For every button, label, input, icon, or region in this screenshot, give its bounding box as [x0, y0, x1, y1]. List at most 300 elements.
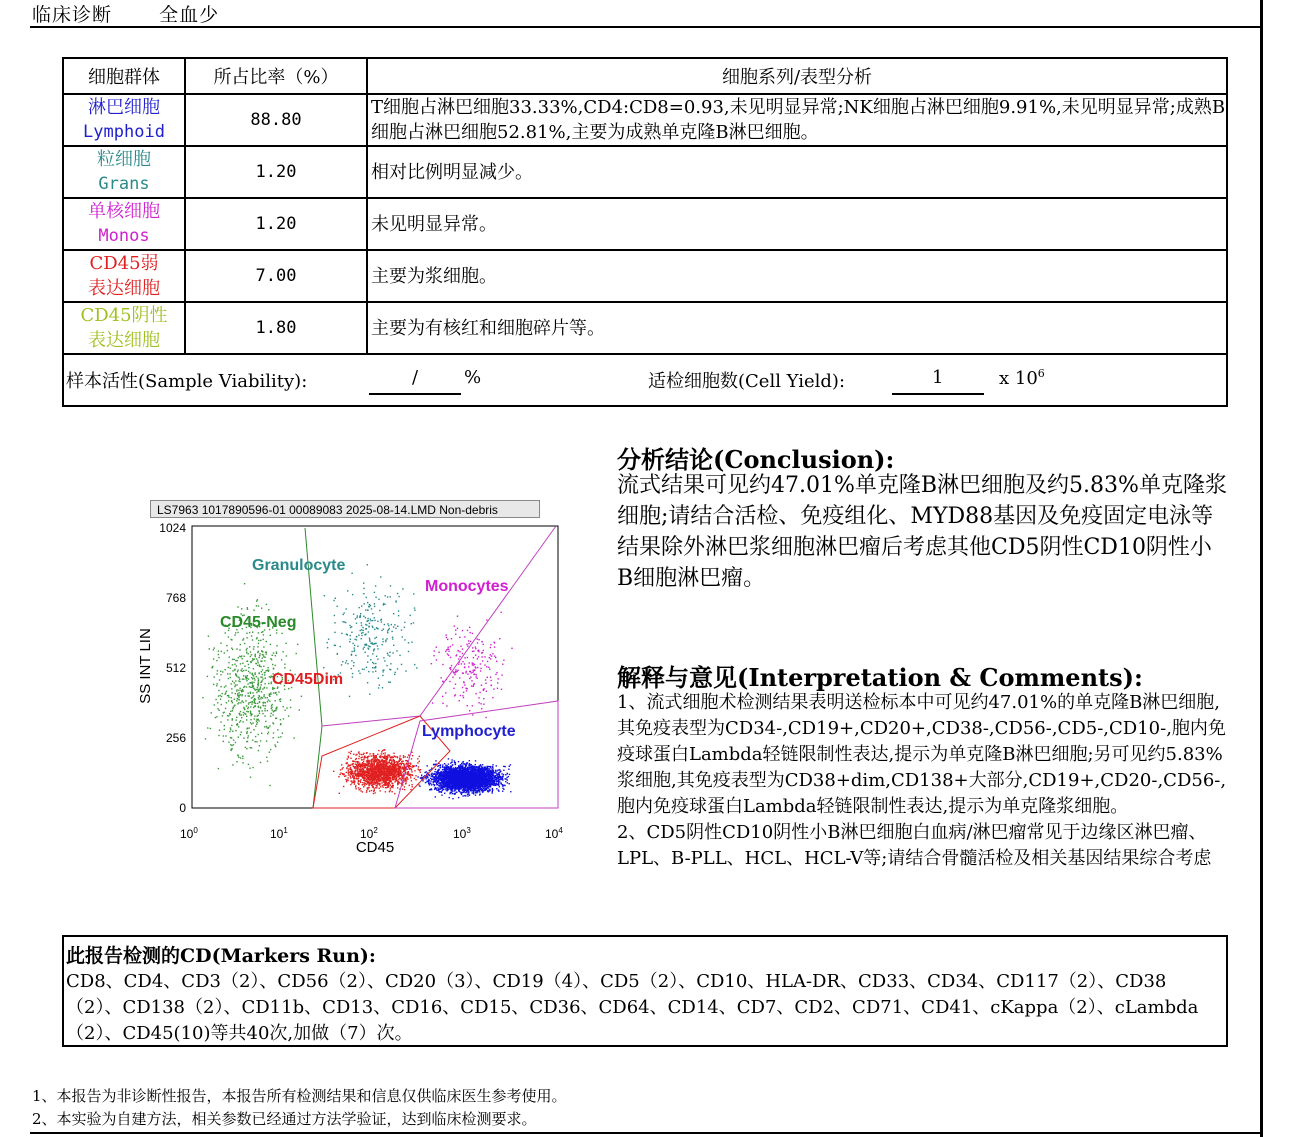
event-dot — [383, 757, 384, 758]
event-dot — [350, 758, 351, 759]
event-dot — [221, 704, 222, 705]
event-dot — [258, 643, 259, 644]
event-dot — [413, 622, 414, 623]
event-dot — [246, 716, 247, 717]
event-dot — [382, 750, 383, 751]
event-dot — [275, 700, 276, 701]
event-dot — [248, 702, 249, 703]
event-dot — [442, 681, 443, 682]
event-dot — [347, 758, 348, 759]
event-dot — [394, 768, 395, 769]
event-dot — [225, 685, 226, 686]
event-dot — [392, 652, 393, 653]
event-dot — [473, 686, 474, 687]
event-dot — [470, 641, 471, 642]
event-dot — [361, 759, 362, 760]
event-dot — [362, 756, 363, 757]
event-dot — [469, 662, 470, 663]
viability-underline — [369, 393, 461, 395]
event-dot — [388, 629, 389, 630]
event-dot — [240, 694, 241, 695]
event-dot — [276, 645, 277, 646]
event-dot — [375, 643, 376, 644]
event-dot — [367, 648, 368, 649]
event-dot — [254, 678, 255, 679]
event-dot — [351, 573, 352, 574]
event-dot — [496, 661, 497, 662]
event-dot — [490, 677, 491, 678]
event-dot — [395, 672, 396, 673]
event-dot — [354, 649, 355, 650]
event-dot — [368, 756, 369, 757]
event-dot — [390, 770, 391, 771]
event-dot — [458, 797, 459, 798]
event-dot — [241, 732, 242, 733]
event-dot — [293, 737, 294, 738]
col-header-analysis: 细胞系列/表型分析 — [367, 58, 1227, 94]
event-dot — [231, 692, 232, 693]
event-dot — [259, 657, 260, 658]
event-dot — [363, 763, 364, 764]
event-dot — [412, 786, 413, 787]
event-dot — [438, 788, 439, 789]
event-dot — [381, 630, 382, 631]
event-dot — [373, 793, 374, 794]
event-dot — [400, 763, 401, 764]
event-dot — [369, 638, 370, 639]
event-dot — [383, 765, 384, 766]
event-dot — [260, 640, 261, 641]
event-dot — [247, 708, 248, 709]
event-dot — [239, 649, 240, 650]
event-dot — [367, 661, 368, 662]
event-dot — [409, 766, 410, 767]
event-dot — [410, 789, 411, 790]
event-dot — [256, 676, 257, 677]
event-dot — [232, 670, 233, 671]
event-dot — [394, 793, 395, 794]
event-dot — [255, 654, 256, 655]
event-dot — [379, 761, 380, 762]
event-dot — [394, 763, 395, 764]
event-dot — [377, 648, 378, 649]
event-dot — [371, 772, 372, 773]
event-dot — [268, 727, 269, 728]
event-dot — [210, 728, 211, 729]
event-dot — [388, 783, 389, 784]
event-dot — [372, 667, 373, 668]
event-dot — [384, 783, 385, 784]
event-dot — [375, 774, 376, 775]
event-dot — [379, 780, 380, 781]
event-dot — [472, 705, 473, 706]
event-dot — [362, 777, 363, 778]
event-dot — [496, 672, 497, 673]
event-dot — [235, 660, 236, 661]
event-dot — [260, 676, 261, 677]
cell-yield-label: 适检细胞数(Cell Yield): — [648, 371, 846, 392]
event-dot — [218, 768, 219, 769]
event-dot — [348, 757, 349, 758]
event-dot — [401, 764, 402, 765]
event-dot — [379, 765, 380, 766]
population-desc: 主要为有核红和细胞碎片等。 — [367, 302, 1227, 354]
event-dot — [261, 684, 262, 685]
event-dot — [273, 652, 274, 653]
event-dot — [360, 613, 361, 614]
event-dot — [392, 773, 393, 774]
event-dot — [351, 632, 352, 633]
event-dot — [235, 730, 236, 731]
event-dot — [246, 748, 247, 749]
event-dot — [242, 762, 243, 763]
event-dot — [255, 736, 256, 737]
event-dot — [377, 645, 378, 646]
diagnosis-value: 全血少 — [159, 4, 220, 26]
event-dot — [367, 756, 368, 757]
event-dot — [400, 772, 401, 773]
event-dot — [260, 687, 261, 688]
event-dot — [240, 670, 241, 671]
event-dot — [471, 685, 472, 686]
event-dot — [371, 781, 372, 782]
event-dot — [378, 759, 379, 760]
event-dot — [410, 775, 411, 776]
event-dot — [220, 671, 221, 672]
event-dot — [398, 615, 399, 616]
event-dot — [246, 648, 247, 649]
population-name — [63, 250, 185, 302]
event-dot — [259, 655, 260, 656]
event-dot — [243, 712, 244, 713]
event-dot — [436, 790, 437, 791]
event-dot — [367, 782, 368, 783]
event-dot — [355, 773, 356, 774]
event-dot — [233, 739, 234, 740]
event-dot — [385, 752, 386, 753]
event-dot — [239, 679, 240, 680]
plot-header: LS7963 1017890596-01 00089083 2025-08-14.LMD Non-debris — [150, 500, 540, 518]
event-dot — [365, 628, 366, 629]
event-dot — [365, 775, 366, 776]
event-dot — [240, 734, 241, 735]
event-dot — [266, 740, 267, 741]
event-dot — [214, 676, 215, 677]
event-dot — [376, 785, 377, 786]
population-pct: 7.00 — [185, 250, 367, 302]
event-dot — [472, 647, 473, 648]
event-dot — [398, 776, 399, 777]
event-dot — [449, 681, 450, 682]
event-dot — [230, 668, 231, 669]
event-dot — [473, 664, 474, 665]
event-dot — [454, 674, 455, 675]
event-dot — [253, 695, 254, 696]
event-dot — [393, 626, 394, 627]
event-dot — [442, 767, 443, 768]
event-dot — [393, 645, 394, 646]
event-dot — [250, 656, 251, 657]
event-dot — [356, 623, 357, 624]
event-dot — [396, 778, 397, 779]
event-dot — [355, 766, 356, 767]
event-dot — [250, 777, 251, 778]
event-dot — [452, 798, 453, 799]
event-dot — [280, 736, 281, 737]
event-dot — [394, 766, 395, 767]
event-dot — [389, 652, 390, 653]
event-dot — [258, 720, 259, 721]
event-dot — [284, 664, 285, 665]
event-dot — [356, 764, 357, 765]
event-dot — [438, 780, 439, 781]
event-dot — [333, 771, 334, 772]
event-dot — [275, 692, 276, 693]
event-dot — [414, 607, 415, 608]
event-dot — [267, 733, 268, 734]
event-dot — [363, 616, 364, 617]
event-dot — [366, 667, 367, 668]
event-dot — [485, 717, 486, 718]
event-dot — [261, 681, 262, 682]
event-dot — [472, 662, 473, 663]
event-dot — [405, 783, 406, 784]
event-dot — [431, 789, 432, 790]
event-dot — [428, 783, 429, 784]
event-dot — [412, 775, 413, 776]
flow-cytometry-plot — [120, 516, 580, 861]
event-dot — [357, 761, 358, 762]
event-dot — [440, 788, 441, 789]
event-dot — [367, 780, 368, 781]
event-dot — [375, 783, 376, 784]
event-dot — [449, 793, 450, 794]
event-dot — [382, 675, 383, 676]
event-dot — [230, 714, 231, 715]
event-dot — [237, 671, 238, 672]
event-dot — [350, 768, 351, 769]
event-dot — [253, 729, 254, 730]
event-dot — [431, 775, 432, 776]
event-dot — [459, 700, 460, 701]
event-dot — [230, 677, 231, 678]
event-dot — [242, 639, 243, 640]
event-dot — [337, 654, 338, 655]
event-dot — [357, 771, 358, 772]
event-dot — [350, 773, 351, 774]
event-dot — [366, 790, 367, 791]
event-dot — [379, 788, 380, 789]
event-dot — [358, 670, 359, 671]
event-dot — [370, 619, 371, 620]
event-dot — [242, 758, 243, 759]
event-dot — [243, 638, 244, 639]
event-dot — [463, 763, 464, 764]
event-dot — [243, 702, 244, 703]
event-dot — [451, 665, 452, 666]
event-dot — [264, 660, 265, 661]
event-dot — [473, 793, 474, 794]
event-dot — [387, 654, 388, 655]
event-dot — [460, 695, 461, 696]
event-dot — [372, 771, 373, 772]
event-dot — [368, 620, 369, 621]
event-dot — [245, 677, 246, 678]
event-dot — [490, 658, 491, 659]
event-dot — [380, 761, 381, 762]
event-dot — [363, 759, 364, 760]
event-dot — [382, 670, 383, 671]
event-dot — [383, 657, 384, 658]
event-dot — [389, 628, 390, 629]
event-dot — [269, 701, 270, 702]
event-dot — [252, 658, 253, 659]
event-dot — [387, 772, 388, 773]
event-dot — [372, 782, 373, 783]
event-dot — [360, 764, 361, 765]
event-dot — [390, 785, 391, 786]
event-dot — [273, 668, 274, 669]
event-dot — [361, 775, 362, 776]
event-dot — [477, 667, 478, 668]
event-dot — [487, 661, 488, 662]
population-name — [63, 94, 185, 146]
event-dot — [467, 630, 468, 631]
event-dot — [264, 726, 265, 727]
event-dot — [247, 683, 248, 684]
event-dot — [257, 599, 258, 600]
event-dot — [405, 670, 406, 671]
event-dot — [256, 689, 257, 690]
event-dot — [254, 715, 255, 716]
event-dot — [469, 678, 470, 679]
event-dot — [242, 658, 243, 659]
event-dot — [354, 781, 355, 782]
event-dot — [415, 775, 416, 776]
event-dot — [380, 775, 381, 776]
event-dot — [391, 763, 392, 764]
event-dot — [367, 618, 368, 619]
event-dot — [362, 770, 363, 771]
event-dot — [479, 766, 480, 767]
event-dot — [469, 627, 470, 628]
event-dot — [391, 780, 392, 781]
event-dot — [236, 665, 237, 666]
event-dot — [474, 674, 475, 675]
event-dot — [361, 770, 362, 771]
event-dot — [467, 767, 468, 768]
event-dot — [250, 682, 251, 683]
event-dot — [352, 760, 353, 761]
event-dot — [261, 691, 262, 692]
event-dot — [483, 689, 484, 690]
event-dot — [376, 774, 377, 775]
event-dot — [223, 735, 224, 736]
event-dot — [367, 564, 368, 565]
event-dot — [354, 776, 355, 777]
event-dot — [337, 606, 338, 607]
event-dot — [374, 779, 375, 780]
event-dot — [432, 702, 433, 703]
event-dot — [259, 711, 260, 712]
event-dot — [228, 662, 229, 663]
event-dot — [473, 657, 474, 658]
event-dot — [375, 787, 376, 788]
event-dot — [496, 765, 497, 766]
event-dot — [367, 761, 368, 762]
event-dot — [452, 644, 453, 645]
event-dot — [361, 605, 362, 606]
event-dot — [382, 785, 383, 786]
event-dot — [394, 756, 395, 757]
event-dot — [387, 630, 388, 631]
event-dot — [360, 773, 361, 774]
event-dot — [391, 786, 392, 787]
event-dot — [451, 792, 452, 793]
event-dot — [376, 787, 377, 788]
event-dot — [264, 687, 265, 688]
event-dot — [361, 629, 362, 630]
event-dot — [237, 632, 238, 633]
event-dot — [455, 630, 456, 631]
event-dot — [364, 785, 365, 786]
event-dot — [259, 666, 260, 667]
event-dot — [248, 707, 249, 708]
event-dot — [252, 686, 253, 687]
event-dot — [364, 782, 365, 783]
event-dot — [351, 626, 352, 627]
event-dot — [236, 648, 237, 649]
event-dot — [260, 661, 261, 662]
event-dot — [403, 757, 404, 758]
event-dot — [399, 655, 400, 656]
event-dot — [333, 600, 334, 601]
event-dot — [403, 755, 404, 756]
event-dot — [380, 786, 381, 787]
event-dot — [384, 761, 385, 762]
event-dot — [260, 740, 261, 741]
event-dot — [359, 766, 360, 767]
event-dot — [396, 650, 397, 651]
event-dot — [414, 778, 415, 779]
event-dot — [458, 767, 459, 768]
event-dot — [358, 758, 359, 759]
event-dot — [248, 711, 249, 712]
event-dot — [232, 702, 233, 703]
event-dot — [240, 720, 241, 721]
event-dot — [243, 679, 244, 680]
event-dot — [391, 631, 392, 632]
event-dot — [284, 710, 285, 711]
event-dot — [400, 771, 401, 772]
event-dot — [357, 615, 358, 616]
event-dot — [480, 703, 481, 704]
event-dot — [378, 687, 379, 688]
event-dot — [249, 695, 250, 696]
event-dot — [438, 791, 439, 792]
event-dot — [373, 755, 374, 756]
event-dot — [447, 648, 448, 649]
event-dot — [390, 759, 391, 760]
event-dot — [238, 690, 239, 691]
event-dot — [469, 795, 470, 796]
event-dot — [342, 767, 343, 768]
event-dot — [374, 769, 375, 770]
event-dot — [258, 695, 259, 696]
event-dot — [399, 766, 400, 767]
event-dot — [235, 680, 236, 681]
event-dot — [451, 759, 452, 760]
